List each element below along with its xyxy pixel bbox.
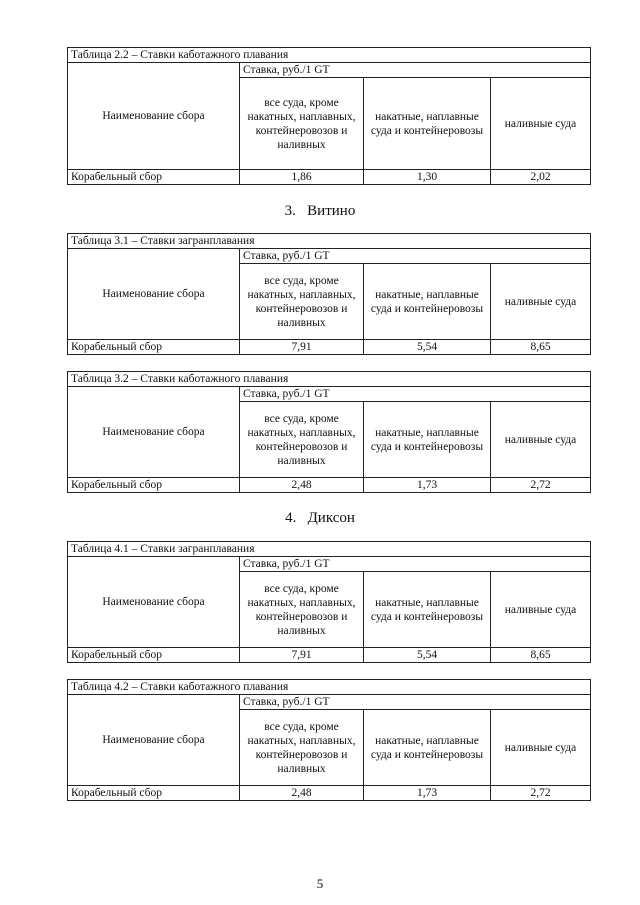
section-heading-dikson xyxy=(0,509,640,527)
value-tankers: 2,72 xyxy=(491,478,591,493)
value-all-ships: 7,91 xyxy=(240,340,364,355)
row-name: Корабельный сбор xyxy=(68,340,240,355)
fee-name-header: Наименование сбора xyxy=(68,695,240,786)
column-header-tankers: наливные суда xyxy=(491,78,591,170)
fee-name-header: Наименование сбора xyxy=(68,557,240,648)
value-roro-container: 1,73 xyxy=(364,478,491,493)
value-roro-container: 5,54 xyxy=(364,340,491,355)
page-number: 5 xyxy=(316,876,324,891)
section-number: 3. xyxy=(284,203,296,219)
value-all-ships: 1,86 xyxy=(240,170,364,185)
table-caption: Таблица 3.1 – Ставки загранплавания xyxy=(68,234,591,249)
table-caption: Таблица 4.2 – Ставки каботажного плавания xyxy=(68,680,591,695)
fee-name-header: Наименование сбора xyxy=(68,249,240,340)
column-header-tankers: наливные суда xyxy=(491,710,591,786)
value-tankers: 2,72 xyxy=(491,786,591,801)
rates-table-2-2 xyxy=(67,47,591,185)
rate-header: Ставка, руб./1 GT xyxy=(240,63,591,78)
value-roro-container: 1,73 xyxy=(364,786,491,801)
column-header-tankers: наливные суда xyxy=(491,402,591,478)
row-name: Корабельный сбор xyxy=(68,170,240,185)
column-header-all-ships: все суда, кроме накатных, наплавных, контейнеровозов и наливных xyxy=(240,78,364,170)
row-name: Корабельный сбор xyxy=(68,478,240,493)
table-caption: Таблица 4.1 – Ставки загранплавания xyxy=(68,542,591,557)
column-header-roro-container: накатные, наплавные суда и контейнеровозы xyxy=(364,710,491,786)
value-all-ships: 2,48 xyxy=(240,786,364,801)
fee-name-header: Наименование сбора xyxy=(68,63,240,170)
column-header-all-ships: все суда, кроме накатных, наплавных, контейнеровозов и наливных xyxy=(240,572,364,648)
value-tankers: 8,65 xyxy=(491,648,591,663)
column-header-tankers: наливные суда xyxy=(491,264,591,340)
section-heading-vitino xyxy=(0,202,640,220)
rates-table-4-2 xyxy=(67,679,591,801)
rates-table-3-2 xyxy=(67,371,591,493)
row-name: Корабельный сбор xyxy=(68,786,240,801)
column-header-all-ships: все суда, кроме накатных, наплавных, контейнеровозов и наливных xyxy=(240,710,364,786)
value-all-ships: 2,48 xyxy=(240,478,364,493)
rates-table-3-1 xyxy=(67,233,591,355)
column-header-tankers: наливные суда xyxy=(491,572,591,648)
value-roro-container: 5,54 xyxy=(364,648,491,663)
section-number: 4. xyxy=(285,510,297,526)
value-roro-container: 1,30 xyxy=(364,170,491,185)
column-header-all-ships: все суда, кроме накатных, наплавных, контейнеровозов и наливных xyxy=(240,264,364,340)
column-header-roro-container: накатные, наплавные суда и контейнеровозы xyxy=(364,264,491,340)
column-header-roro-container: накатные, наплавные суда и контейнеровозы xyxy=(364,402,491,478)
rate-header: Ставка, руб./1 GT xyxy=(240,557,591,572)
section-title: Диксон xyxy=(307,510,355,526)
rate-header: Ставка, руб./1 GT xyxy=(240,249,591,264)
fee-name-header: Наименование сбора xyxy=(68,387,240,478)
column-header-roro-container: накатные, наплавные суда и контейнеровозы xyxy=(364,78,491,170)
value-all-ships: 7,91 xyxy=(240,648,364,663)
value-tankers: 8,65 xyxy=(491,340,591,355)
row-name: Корабельный сбор xyxy=(68,648,240,663)
column-header-all-ships: все суда, кроме накатных, наплавных, контейнеровозов и наливных xyxy=(240,402,364,478)
value-tankers: 2,02 xyxy=(491,170,591,185)
rate-header: Ставка, руб./1 GT xyxy=(240,695,591,710)
rate-header: Ставка, руб./1 GT xyxy=(240,387,591,402)
column-header-roro-container: накатные, наплавные суда и контейнеровозы xyxy=(364,572,491,648)
table-caption: Таблица 2.2 – Ставки каботажного плавания xyxy=(68,48,591,63)
rates-table-4-1 xyxy=(67,541,591,663)
table-caption: Таблица 3.2 – Ставки каботажного плавания xyxy=(68,372,591,387)
section-title: Витино xyxy=(307,203,356,219)
